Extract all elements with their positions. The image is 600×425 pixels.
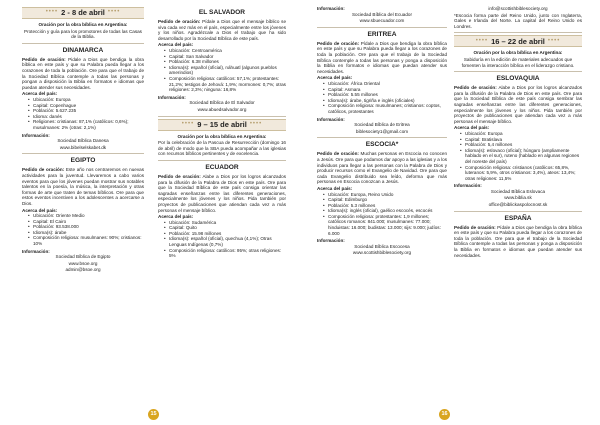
prayer-request	[22, 167, 144, 206]
about-label: Acerca del país:	[22, 91, 58, 97]
column-2	[158, 6, 286, 418]
fact-item: • Capital: Edimburgo	[324, 197, 447, 203]
info-email[interactable]: info@scottishbiblesociety.org	[488, 6, 548, 11]
info-line: Sociedad Bíblica Danesa	[57, 138, 109, 144]
facts-list	[324, 81, 447, 115]
fact-item: • Capital: Copenhague	[29, 103, 144, 109]
about-label: Acerca del país:	[22, 207, 58, 213]
fact-item: • Ubicación: Europa	[29, 97, 144, 103]
date-bar	[158, 119, 286, 131]
info-line: Sociedad Bíblica Escocesa	[354, 243, 410, 249]
prayer-text: Este año nos centraremos en nuevas actividades para la juventud. Llevaremos a cabo varios eventos para que los jóvenes puedan mostrar sus notables talentos en la poesía, la música, la interpretación y otras formas de arte que traten de temas bíblicos. Ore para que estos eventos incentiven a los adolescentes a acercarse a Dios.	[22, 167, 144, 206]
prayer-request	[454, 85, 582, 124]
country-title-espana: ESPAÑA	[504, 214, 532, 222]
fact-item: • Población: 5.55 millones	[324, 92, 447, 98]
fact-item: • Capital: Bratislava	[461, 137, 582, 143]
prayer-label: Pedido de oración:	[317, 151, 359, 157]
info-label: Información:	[317, 116, 345, 122]
column-3	[317, 6, 447, 418]
argentina-prayer-text: Por la celebración de la Pascua de Resurrección (domingo 16 de abril) de modo que la SBA pueda acompañar a las iglesias con recursos bíblicos pertinentes y de excelencia.	[158, 140, 286, 157]
fact-item: • Ubicación: Oriente Medio	[29, 213, 144, 219]
ornament-dots: ••••	[249, 120, 263, 127]
about-label: Acerca del país:	[158, 42, 194, 48]
divider	[317, 137, 447, 138]
fact-item: • Composición religiosa: musulmanes; cristianos: coptos, católicos, protestantes	[324, 103, 447, 114]
facts-list	[29, 213, 144, 247]
fact-item: • Composición religiosa: católicos: 95%; otras religiones: 5%	[165, 248, 286, 259]
divider	[454, 32, 582, 33]
fact-item: • Composición religiosa: musulmanes: 90%; cristianos: 10%	[29, 235, 144, 246]
fact-item: • Población: 6.38 millones	[165, 59, 286, 65]
prayer-label: Pedido de oración:	[454, 224, 496, 230]
about-label: Acerca del país:	[158, 214, 194, 220]
footnote: *Escocia forma parte del Reino Unido, junto con Inglaterra, Gales e Irlanda del Norte. La capital del Reino Unido es Londres.	[454, 12, 582, 29]
date-bar-label: 9 – 15 de abril	[197, 119, 247, 129]
fact-item: • Ubicación: Centroamérica	[165, 48, 286, 54]
date-bar-label: 16 – 22 de abril	[491, 36, 545, 46]
country-title-egipto: EGIPTO	[70, 157, 96, 165]
info-label: Información:	[22, 248, 50, 254]
fact-item: • Idioma(s): eslovaco (oficial); húngaro (ampliamente hablado en el sur), ruteno (hablado en algunas regiones del noreste del país)	[461, 148, 582, 165]
fact-item: • Idioma: danés	[29, 114, 144, 120]
info-email[interactable]: office@biblickaspolocnost.sk	[488, 202, 548, 208]
fact-item: • Idioma(s): árabe, tigriña e inglés (oficiales)	[324, 98, 447, 104]
facts-list	[461, 131, 582, 181]
argentina-prayer-title: Oración por la obra bíblica en Argentina:	[473, 50, 563, 56]
fact-item: • Ubicación: África Oriental	[324, 81, 447, 87]
prayer-request	[158, 174, 286, 213]
fact-item: • Capital: Asmara	[324, 87, 447, 93]
divider	[158, 160, 286, 161]
prayer-label: Pedido de oración:	[158, 19, 201, 25]
prayer-request	[158, 19, 286, 41]
fact-item: • Población: 5.627.235	[29, 108, 144, 114]
ornament-dots: ••••	[475, 37, 489, 44]
info-email[interactable]: admin@bsoe.org	[65, 267, 101, 273]
fact-item: • Ubicación: Europa, Reino Unido	[324, 192, 447, 198]
about-label: Acerca del país:	[317, 75, 353, 81]
fact-item: • Idioma(s): árabe	[29, 230, 144, 236]
facts-list	[165, 220, 286, 259]
fact-item: • Idioma(s): español (oficial), quechua (4,1%); Otras Lenguas Indígenas (0,7%)	[165, 236, 286, 247]
fact-item: • Capital: San Salvador	[165, 54, 286, 60]
info-label: Información:	[158, 94, 186, 100]
prayer-text: Alabe a Dios por los logros alcanzados para la difusión de la Palabra de Dios en este país. Ore para que la Sociedad Bíblica de este país consiga sembrar las sagradas enseñanzas entre las diferentes generaciones, especialmente los jóvenes y los niños. Pida también por proyectos de publicaciones que atiendan cada vez a más personas el mensaje bíblico.	[454, 85, 582, 124]
about-label: Acerca del país:	[454, 125, 490, 131]
country-title-eslovaquia: ESLOVAQUIA	[496, 75, 540, 83]
divider	[22, 153, 144, 154]
facts-list	[165, 48, 286, 93]
argentina-prayer-text: Sabiduría en la edición de materiales adecuados que fomenten la interacción bíblica en el liderazgo cristiano.	[461, 56, 575, 68]
ornament-dots: ••••	[107, 9, 121, 16]
fact-item: • Composición religiosa: cristianos (católicos: 65,8%, luteranos: 5,9%, otros cristianos: 3,4%), ateos: 13,4%; otras religiones: 11,5%	[461, 165, 582, 182]
fact-item: • Población: 15.98 millones	[165, 231, 286, 237]
prayer-text: Pídale a Dios que bendiga la obra bíblica en este país y que su Palabra pueda llegar a los corazones de toda la población. Ore para que el trabajo de la Sociedad Bíblica contemple a todas las personas y ponga a disposición la Biblia en formatos e idiomas que puedan atender sus necesidades.	[454, 224, 582, 258]
info-email[interactable]: biblesociety1@gmail.com	[355, 128, 409, 134]
info-line: Sociedad Bíblica de Egipto	[55, 254, 111, 260]
prayer-label: Pedido de oración:	[22, 56, 66, 62]
prayer-label: Pedido de oración:	[158, 173, 201, 179]
about-label: Acerca del país:	[317, 185, 353, 191]
prayer-request	[454, 225, 582, 259]
country-title-dinamarca: DINAMARCA	[62, 46, 104, 54]
fact-item: • Capital: El Cairo	[29, 219, 144, 225]
page-number: 16	[439, 409, 450, 420]
info-link[interactable]: www.biblia.sk	[504, 195, 532, 201]
fact-item: • Ubicación: Europa	[461, 131, 582, 137]
info-line: Sociedad Bíblica de Eritrea	[354, 122, 410, 128]
info-link[interactable]: www.abuedsalvador.org	[197, 106, 247, 112]
country-title-el-salvador: EL SALVADOR	[198, 9, 246, 16]
prayer-request	[22, 57, 144, 91]
fact-item: • Composición religiosa: protestantes: 1,9 millones; católicos romanos: 841.000; musulmanes: 77.000; hinduistas: 16.000; budistas: 13.000; sijs: 9.000; judíos: 6.000	[324, 214, 447, 236]
divider	[158, 116, 286, 117]
ornament-dots: ••••	[181, 120, 195, 127]
info-label: Información:	[317, 238, 345, 244]
argentina-prayer-title: Oración por la obra bíblica en Argentina:	[177, 133, 267, 139]
prayer-text: Alabe a Dios por los logros alcanzados para la difusión de la Palabra de Dios en este país. Ore para que la Sociedad Bíblica de este país consiga orientar las sagradas enseñanzas entre las diferentes generaciones, especialmente los jóvenes y los niños. Pida también por proyectos de publicaciones que atiendan cada vez a más personas el mensaje bíblico.	[158, 173, 286, 213]
date-bar	[22, 7, 144, 19]
info-link[interactable]: www.scottishbiblesociety.org	[352, 250, 412, 256]
ornament-dots: ••••	[45, 9, 59, 16]
fact-item: • Población: 93.538.000	[29, 224, 144, 230]
info-label: Información:	[22, 132, 50, 138]
column-1	[22, 6, 144, 418]
argentina-prayer-title: Oración por la obra bíblica en Argentina:	[38, 22, 128, 27]
divider	[317, 27, 447, 28]
info-link[interactable]: www.bibelselskabet.dk	[59, 144, 107, 150]
divider	[454, 211, 582, 212]
fact-item: • Religiones: cristianas: 87,1% (católicos: 0,6%); musulmanes: 2% (otras: 2,1%)	[29, 119, 144, 130]
prayer-text: Pidale a Dios que bendiga la obra bíblica en este país y que su Palabra pueda llegar a los corazones de toda la población. Ore para que el trabajo de la Sociedad Bíblica contemple a todas las personas y pongan a disposición la Biblia en formatos e idiomas que puedan atender sus necesidades.	[22, 56, 144, 90]
facts-list	[29, 97, 144, 131]
info-line: Sociedad Bíblica Eslovaca	[490, 188, 546, 194]
fact-item: • Composición religiosa: católicos: 57,1%; protestantes: 21,2%; testigos de Jehová: 1,9%; mormones: 0,7%; otras religiones: 2,3%; ninguna: 16,8%	[165, 76, 286, 93]
country-title-ecuador: ECUADOR	[205, 163, 239, 171]
info-link[interactable]: www.sbuecuador.com	[359, 18, 405, 24]
prayer-request	[317, 151, 447, 185]
divider	[454, 71, 582, 72]
prayer-text: Muchas personas en Escocia no conocen a Jesús. Ore para que podamos dar apoyo a las iglesias y a los individuos para llegar a las personas con la Palabra de Dios y producir recursos como el Evangelio de Navidad. Ore para que cada Evangelio distribuido sea leído, deforma que más personas en Escocia conozcan a Jesús.	[317, 151, 447, 185]
info-line: Sociedad Bíblica de El Salvador	[189, 100, 255, 106]
prayer-text: Pídale a Dios que bendiga la obra bíblica en este país y que su Palabra pueda llegar a los corazones de toda la población. Ore para que el trabajo de la Sociedad Bíblica contemple a todas las personas y ponga a disposición la Biblia en formatos e idiomas que puedan atender sus necesidades.	[317, 40, 447, 74]
prayer-label: Pedido de oración:	[22, 167, 65, 173]
fact-item: • Población: 5.3 millones	[324, 203, 447, 209]
info-label: Información:	[454, 183, 482, 189]
country-title-eritrea: ERITREA	[367, 30, 397, 38]
info-label: Información:	[317, 6, 345, 11]
argentina-prayer-text: Protección y guía para los promotores de todas las Casas de la Biblia.	[24, 28, 142, 40]
info-line: Sociedad Bíblica del Ecuador	[351, 11, 412, 17]
info-link[interactable]: www.bsoe.org	[68, 260, 98, 266]
prayer-text: Pídale a Dios que el mensaje bíblico se viva cada vez más en el país, especialmente entre los jóvenes y los niños. Agradézcale a Dios el trabajo que ha sido desarrollado por la Sociedad Bíblica de este país.	[158, 19, 286, 41]
country-title-escocia: ESCOCIA*	[365, 141, 399, 149]
prayer-label: Pedido de oración:	[454, 85, 497, 91]
column-4	[454, 6, 582, 418]
page-number: 15	[148, 409, 159, 420]
prayer-label: Pedido de oración:	[317, 40, 360, 46]
date-bar	[454, 35, 582, 47]
prayer-request	[317, 41, 447, 75]
date-bar-label: 2 - 8 de abril	[61, 8, 105, 18]
fact-item: • Ubicación: Sudamérica	[165, 220, 286, 226]
fact-item: • Idioma(s): español (oficial), náhuatl (algunos pueblos amerindios)	[165, 65, 286, 76]
ornament-dots: ••••	[547, 37, 561, 44]
divider	[22, 43, 144, 44]
fact-item: • Idioma(s): inglés (oficial), gaélico escocés, escocés	[324, 208, 447, 214]
fact-item: • Capital: Quito	[165, 225, 286, 231]
fact-item: • Población: 5,4 millones	[461, 142, 582, 148]
facts-list	[324, 192, 447, 237]
